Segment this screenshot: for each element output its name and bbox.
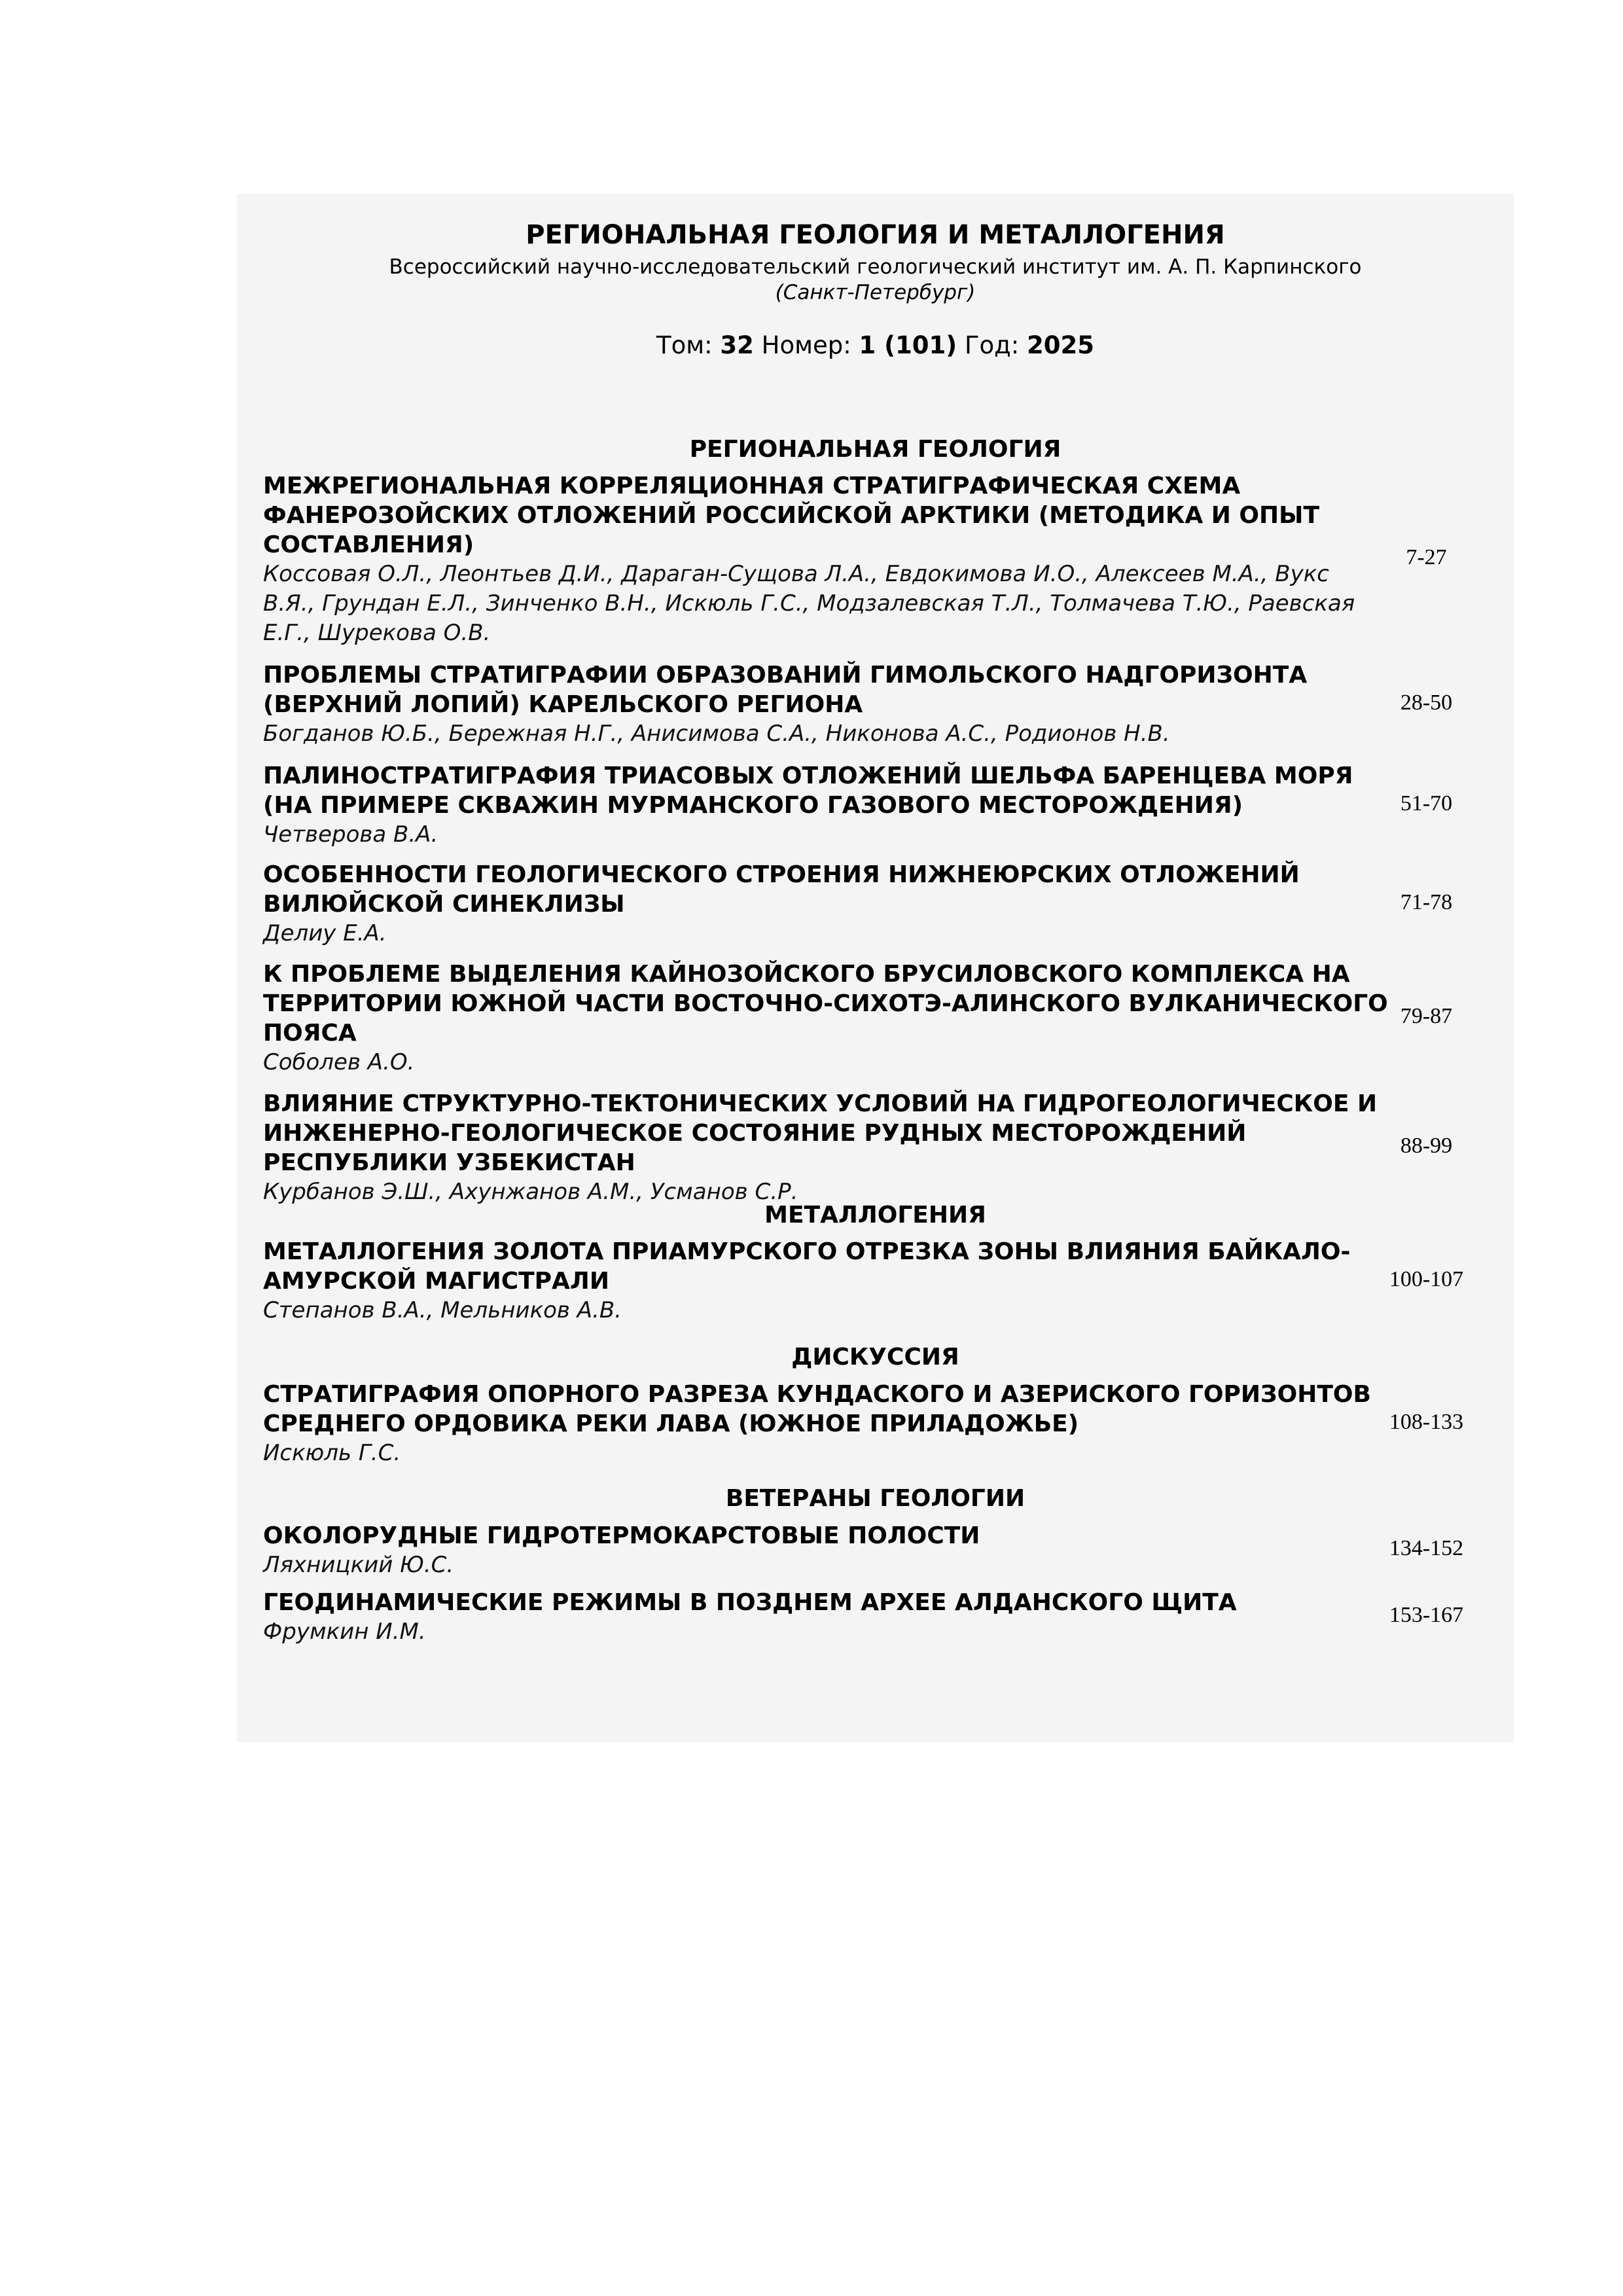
article-pages: 79-87 (1400, 1004, 1453, 1028)
issue-info (237, 331, 1514, 359)
article-title-line[interactable]: ОСОБЕННОСТИ ГЕОЛОГИЧЕСКОГО СТРОЕНИЯ НИЖНЕЮРСКИХ ОТЛОЖЕНИЙ (263, 861, 1300, 888)
article-title-line[interactable]: К ПРОБЛЕМЕ ВЫДЕЛЕНИЯ КАЙНОЗОЙСКОГО БРУСИЛОВСКОГО КОМПЛЕКСА НА (263, 961, 1350, 988)
article-authors-line: Искюль Г.С. (263, 1440, 401, 1466)
article-title-line[interactable]: СТРАТИГРАФИЯ ОПОРНОГО РАЗРЕЗА КУНДАСКОГО И АЗЕРИСКОГО ГОРИЗОНТОВ (263, 1381, 1371, 1408)
article-title-line[interactable]: СРЕДНЕГО ОРДОВИКА РЕКИ ЛАВА (ЮЖНОЕ ПРИЛАДОЖЬЕ) (263, 1410, 1079, 1437)
article-authors-line: Фрумкин И.М. (263, 1619, 426, 1645)
article-authors-line: Ляхницкий Ю.С. (263, 1552, 454, 1578)
article-title-line[interactable]: ОКОЛОРУДНЫЕ ГИДРОТЕРМОКАРСТОВЫЕ ПОЛОСТИ (263, 1522, 980, 1549)
article-authors-line: Соболев А.О. (263, 1049, 415, 1075)
article-pages: 100-107 (1389, 1266, 1464, 1291)
article-authors-line: В.Я., Грундан Е.Л., Зинченко В.Н., Искюль Г.С., Модзалевская Т.Л., Толмачева Т.Ю., Раевская (263, 590, 1355, 617)
article-title-line[interactable]: ПРОБЛЕМЫ СТРАТИГРАФИИ ОБРАЗОВАНИЙ ГИМОЛЬСКОГО НАДГОРИЗОНТА (263, 662, 1308, 689)
section-heading: ВЕТЕРАНЫ ГЕОЛОГИИ (725, 1485, 1026, 1512)
year-label: Год: (964, 331, 1020, 359)
number-label: Номер: (761, 331, 851, 359)
article-title-line[interactable]: РЕСПУБЛИКИ УЗБЕКИСТАН (263, 1149, 635, 1176)
section-heading: РЕГИОНАЛЬНАЯ ГЕОЛОГИЯ (689, 436, 1061, 463)
number-value: 1 (101) (859, 331, 957, 359)
article-title-line[interactable]: (ВЕРХНИЙ ЛОПИЙ) КАРЕЛЬСКОГО РЕГИОНА (263, 691, 863, 718)
article-pages: 51-70 (1400, 791, 1453, 816)
article-authors-line: Е.Г., Шурекова О.В. (263, 620, 491, 646)
journal-title: РЕГИОНАЛЬНАЯ ГЕОЛОГИЯ И МЕТАЛЛОГЕНИЯ (526, 220, 1225, 250)
section-heading: МЕТАЛЛОГЕНИЯ (764, 1202, 986, 1229)
article-title-line[interactable]: ФАНЕРОЗОЙСКИХ ОТЛОЖЕНИЙ РОССИЙСКОЙ АРКТИКИ (МЕТОДИКА И ОПЫТ (263, 502, 1320, 529)
article-title-line[interactable]: ИНЖЕНЕРНО-ГЕОЛОГИЧЕСКОЕ СОСТОЯНИЕ РУДНЫХ МЕСТОРОЖДЕНИЙ (263, 1120, 1247, 1147)
article-title-line[interactable]: ПОЯСА (263, 1020, 357, 1047)
article-authors-line: Коссовая О.Л., Леонтьев Д.И., Дараган-Сущова Л.А., Евдокимова И.О., Алексеев М.А., Вукс (263, 561, 1329, 587)
article-authors-line: Четверова В.А. (263, 821, 438, 848)
article-authors-line: Степанов В.А., Мельников А.В. (263, 1297, 622, 1323)
article-authors-line: Делиу Е.А. (263, 920, 387, 946)
institute-city: (Санкт-Петербург) (775, 281, 976, 304)
article-title-line[interactable]: ГЕОДИНАМИЧЕСКИЕ РЕЖИМЫ В ПОЗДНЕМ АРХЕЕ АЛДАНСКОГО ЩИТА (263, 1589, 1237, 1616)
institute-name: Всероссийский научно-исследовательский геологический институт им. А. П. Карпинского (389, 255, 1362, 279)
article-pages: 88-99 (1400, 1134, 1453, 1158)
article-pages: 134-152 (1389, 1536, 1464, 1560)
volume-value: 32 (720, 331, 754, 359)
article-title-line[interactable]: ВИЛЮЙСКОЙ СИНЕКЛИЗЫ (263, 891, 625, 918)
article-pages: 71-78 (1400, 889, 1453, 914)
article-pages: 28-50 (1400, 690, 1453, 715)
article-pages: 7-27 (1406, 545, 1447, 569)
article-title-line[interactable]: АМУРСКОЙ МАГИСТРАЛИ (263, 1268, 609, 1295)
article-title-line[interactable]: ВЛИЯНИЕ СТРУКТУРНО-ТЕКТОНИЧЕСКИХ УСЛОВИЙ НА ГИДРОГЕОЛОГИЧЕСКОЕ И (263, 1090, 1378, 1117)
article-pages: 108-133 (1389, 1409, 1464, 1434)
volume-label: Том: (656, 331, 713, 359)
section-heading: ДИСКУССИЯ (791, 1344, 959, 1371)
article-authors-line: Курбанов Э.Ш., Ахунжанов А.М., Усманов С.Р. (263, 1179, 798, 1205)
article-authors-line: Богданов Ю.Б., Бережная Н.Г., Анисимова С.А., Никонова А.С., Родионов Н.В. (263, 721, 1170, 747)
year-value: 2025 (1027, 331, 1094, 359)
article-title-line[interactable]: СОСТАВЛЕНИЯ) (263, 531, 474, 558)
article-title-line[interactable]: (НА ПРИМЕРЕ СКВАЖИН МУРМАНСКОГО ГАЗОВОГО МЕСТОРОЖДЕНИЯ) (263, 792, 1243, 819)
contents-panel (237, 194, 1514, 1742)
article-title-line[interactable]: ПАЛИНОСТРАТИГРАФИЯ ТРИАСОВЫХ ОТЛОЖЕНИЙ ШЕЛЬФА БАРЕНЦЕВА МОРЯ (263, 762, 1353, 789)
article-title-line[interactable]: МЕТАЛЛОГЕНИЯ ЗОЛОТА ПРИАМУРСКОГО ОТРЕЗКА ЗОНЫ ВЛИЯНИЯ БАЙКАЛО- (263, 1238, 1351, 1265)
article-title-line[interactable]: МЕЖРЕГИОНАЛЬНАЯ КОРРЕЛЯЦИОННАЯ СТРАТИГРАФИЧЕСКАЯ СХЕМА (263, 473, 1241, 499)
article-title-line[interactable]: ТЕРРИТОРИИ ЮЖНОЙ ЧАСТИ ВОСТОЧНО-СИХОТЭ-АЛИНСКОГО ВУЛКАНИЧЕСКОГО (263, 990, 1388, 1017)
article-pages: 153-167 (1389, 1603, 1464, 1627)
